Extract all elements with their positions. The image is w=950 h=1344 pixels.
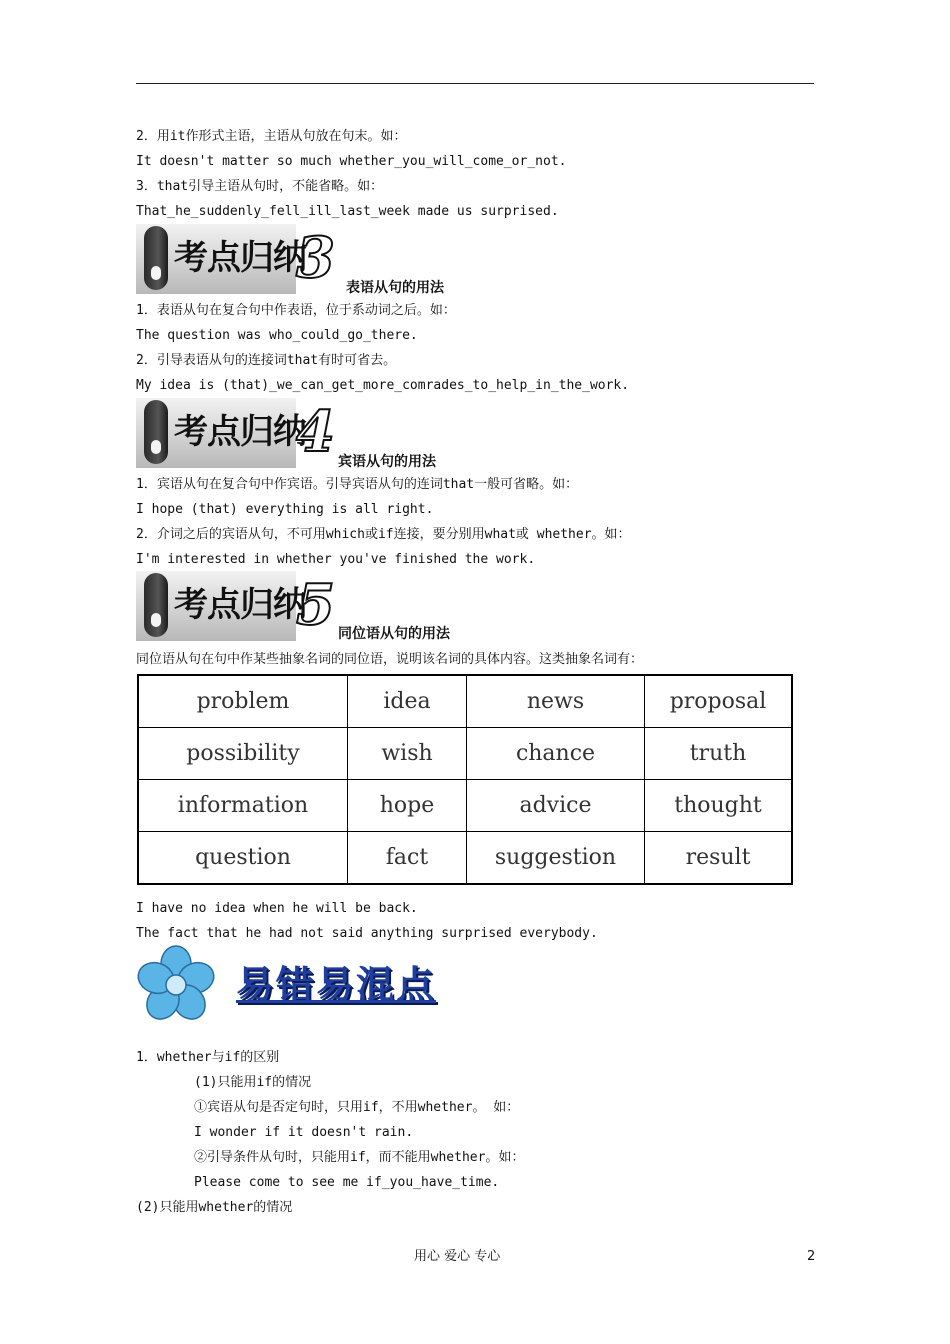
yicuo-title: 易错易混点 (236, 963, 437, 1007)
table-row (138, 832, 792, 885)
table-cell: fact (348, 832, 467, 885)
section-heading: 同位语从句的用法 (338, 626, 450, 642)
page-number: 2 (807, 1249, 816, 1264)
table-row (138, 780, 792, 832)
peg-icon (144, 400, 168, 464)
text-line: 2．引导表语从句的连接词that有时可省去。 (136, 353, 397, 368)
table-cell: idea (348, 675, 467, 728)
footer-text: 用心 爱心 专心 (414, 1249, 501, 1264)
text-line: The question was who_could_go_there. (136, 328, 418, 343)
text-line: I have no idea when he will be back. (136, 901, 418, 916)
text-line: ①宾语从句是否定句时，只用if，不用whether。 如： (194, 1100, 520, 1115)
table-cell: problem (138, 675, 348, 728)
table-cell: possibility (138, 728, 348, 780)
banner-number: 4 (296, 399, 335, 465)
header-rule (136, 83, 814, 84)
banner-text: 考点归纳 (174, 238, 306, 278)
table-cell: wish (348, 728, 467, 780)
abstract-noun-table (137, 674, 793, 885)
text-line: 2．用it作形式主语，主语从句放在句末。如： (136, 129, 407, 144)
table-cell: truth (645, 728, 793, 780)
text-line: That_he_suddenly_fell_ill_last_week made us surprised. (136, 204, 559, 219)
table-cell: chance (467, 728, 645, 780)
kaodian-banner-4 (136, 398, 338, 468)
section-heading: 宾语从句的用法 (338, 454, 436, 470)
peg-icon (144, 226, 168, 290)
banner-text: 考点归纳 (174, 412, 306, 452)
flower-icon (136, 944, 216, 1024)
text-line: 1．宾语从句在复合句中作宾语。引导宾语从句的连词that一般可省略。如： (136, 477, 579, 492)
text-line: (1)只能用if的情况 (194, 1075, 312, 1090)
table-cell: information (138, 780, 348, 832)
text-line: My idea is (that)_we_can_get_more_comrades_to_help_in_the_work. (136, 378, 630, 393)
text-line: (2)只能用whether的情况 (136, 1200, 293, 1215)
text-line: I hope (that) everything is all right. (136, 502, 434, 517)
table-row (138, 675, 792, 728)
text-line: It doesn't matter so much whether_you_will_come_or_not. (136, 154, 567, 169)
table-cell: question (138, 832, 348, 885)
kaodian-banner-3 (136, 224, 338, 294)
table-cell: hope (348, 780, 467, 832)
banner-number: 5 (296, 572, 335, 638)
section-heading: 表语从句的用法 (346, 280, 444, 296)
text-line: 1．whether与if的区别 (136, 1050, 280, 1065)
table-row (138, 728, 792, 780)
banner-number: 3 (296, 225, 335, 291)
table-cell: suggestion (467, 832, 645, 885)
kaodian-banner-5 (136, 571, 338, 641)
text-line: ②引导条件从句时，只能用if，而不能用whether。如： (194, 1150, 525, 1165)
table-cell: result (645, 832, 793, 885)
banner-text: 考点归纳 (174, 585, 306, 625)
text-line: Please come to see me if_you_have_time. (194, 1175, 500, 1190)
text-line: 1．表语从句在复合句中作表语，位于系动词之后。如： (136, 303, 456, 318)
text-line: I wonder if it doesn't rain. (194, 1125, 414, 1140)
text-line: 2．介词之后的宾语从句，不可用which或if连接，要分别用what或 whether。如： (136, 527, 631, 542)
text-line: 3．that引导主语从句时，不能省略。如： (136, 179, 384, 194)
table-cell: proposal (645, 675, 793, 728)
peg-icon (144, 573, 168, 637)
text-line: 同位语从句在句中作某些抽象名词的同位语，说明该名词的具体内容。这类抽象名词有： (136, 652, 644, 667)
table-cell: thought (645, 780, 793, 832)
table-cell: news (467, 675, 645, 728)
text-line: The fact that he had not said anything surprised everybody. (136, 926, 598, 941)
text-line: I'm interested in whether you've finished the work. (136, 552, 536, 567)
table-cell: advice (467, 780, 645, 832)
